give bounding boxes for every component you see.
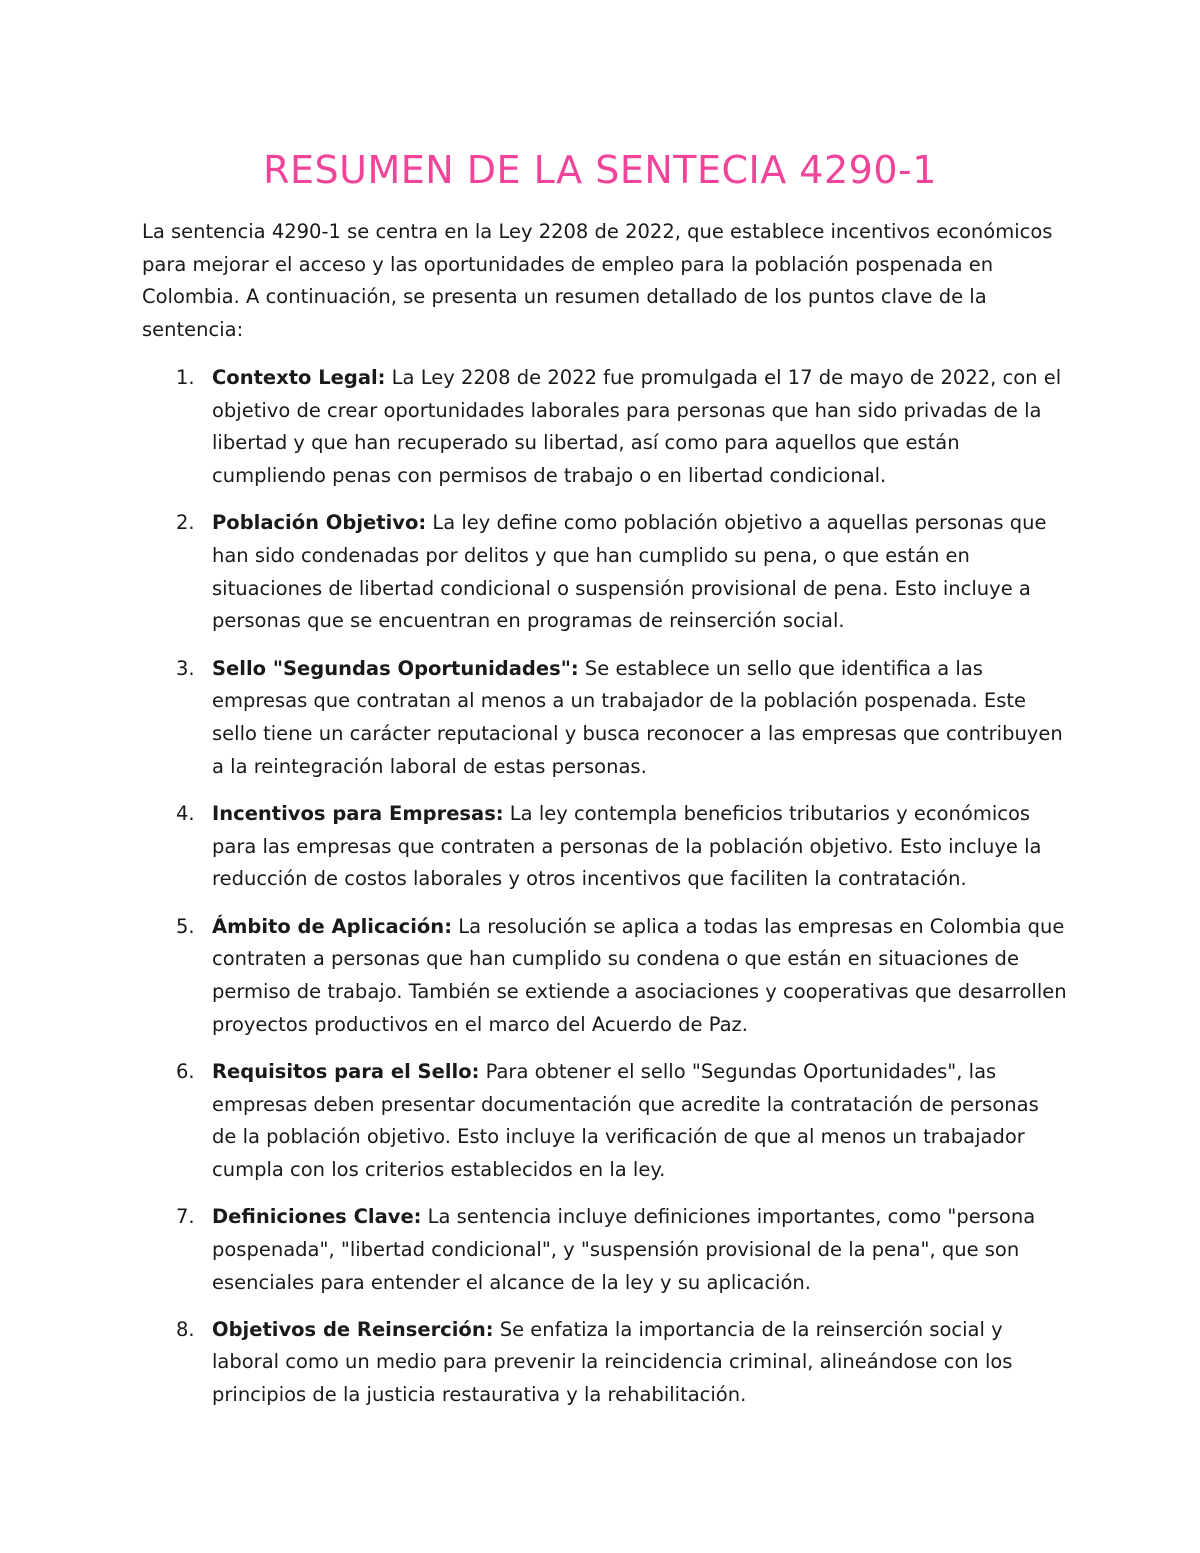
list-item-term: Definiciones Clave:: [212, 1205, 422, 1229]
list-item-text: Para obtener el sello "Segundas Oportunidades", las empresas deben presentar documentación que acredite la contratación de personas de la población objetivo. Esto incluye la verificación de que al menos un trabajador cumpla con los criterios establecidos en la ley.: [212, 1059, 1039, 1181]
list-item-number: 8.: [176, 1317, 195, 1341]
list-item-number: 5.: [176, 914, 195, 938]
list-item: [142, 507, 1067, 638]
list-item-term: Ámbito de Aplicación:: [212, 914, 452, 938]
list-item-term: Contexto Legal:: [212, 366, 386, 389]
list-item-text: La ley contempla beneficios tributarios y económicos para las empresas que contraten a personas de la población objetivo. Esto incluye la reducción de costos laborales y otros incentivos que faciliten la contratación.: [212, 801, 1042, 891]
list-item-number: 3.: [176, 656, 195, 680]
list-item-text: La resolución se aplica a todas las empresas en Colombia que contraten a personas que han cumplido su condena o que están en situaciones de permiso de trabajo. También se extiende a asociaciones y cooperativas que desarrollen proyectos productivos en el marco del Acuerdo de Paz.: [212, 914, 1067, 1036]
list-item-term: Población Objetivo:: [212, 511, 427, 535]
list-item-text: La ley define como población objetivo a aquellas personas que han sido condenadas por delitos y que han cumplido su pena, o que están en situaciones de libertad condicional o suspensión provisional de pena. Esto incluye a personas que se encuentran en programas de reinserción social.: [212, 511, 1047, 633]
list-item-term: Incentivos para Empresas:: [212, 801, 504, 825]
list-item: [142, 911, 1067, 1042]
list-item-term: Objetivos de Reinserción:: [212, 1317, 494, 1341]
list-item-number: 2.: [176, 511, 195, 535]
list-item: [142, 362, 1067, 493]
list-item-term: Requisitos para el Sello:: [212, 1059, 480, 1083]
list-item: [142, 1201, 1067, 1299]
list-item-number: 6.: [176, 1059, 195, 1083]
key-points-list: [142, 362, 1067, 1426]
list-item-text: La sentencia incluye definiciones importantes, como "persona pospenada", "libertad condicional", y "suspensión provisional de la pena", que son esenciales para entender el alcance de la ley y su aplicación.: [212, 1205, 1036, 1294]
intro-paragraph: La sentencia 4290-1 se centra en la Ley 2208 de 2022, que establece incentivos económicos para mejorar el acceso y las oportunidades de empleo para la población pospenada en Colombia. A continuación, se presenta un resumen detallado de los puntos clave de la sentencia:: [142, 220, 1053, 342]
document-title: RESUMEN DE LA SENTECIA 4290-1: [263, 148, 937, 192]
list-item-number: 1.: [176, 366, 195, 389]
list-item-number: 7.: [176, 1205, 195, 1229]
list-item: [142, 1314, 1067, 1412]
list-item-text: Se establece un sello que identifica a las empresas que contratan al menos a un trabajador de la población pospenada. Este sello tiene un carácter reputacional y busca reconocer a las empresas que contribuyen a la reintegración laboral de estas personas.: [212, 656, 1063, 778]
list-item-text: Se enfatiza la importancia de la reinserción social y laboral como un medio para prevenir la reincidencia criminal, alineándose con los principios de la justicia restaurativa y la rehabilitación.: [212, 1317, 1013, 1407]
list-item: [142, 653, 1067, 784]
list-item-text: La Ley 2208 de 2022 fue promulgada el 17 de mayo de 2022, con el objetivo de crear oportunidades laborales para personas que han sido privadas de la libertad y que han recuperado su libertad, así como para aquellos que están cumpliendo penas con permisos de trabajo o en libertad condicional.: [212, 366, 1062, 488]
list-item: [142, 1056, 1067, 1187]
list-item-number: 4.: [176, 801, 195, 825]
list-item-term: Sello "Segundas Oportunidades":: [212, 656, 579, 680]
list-item: [142, 798, 1067, 896]
